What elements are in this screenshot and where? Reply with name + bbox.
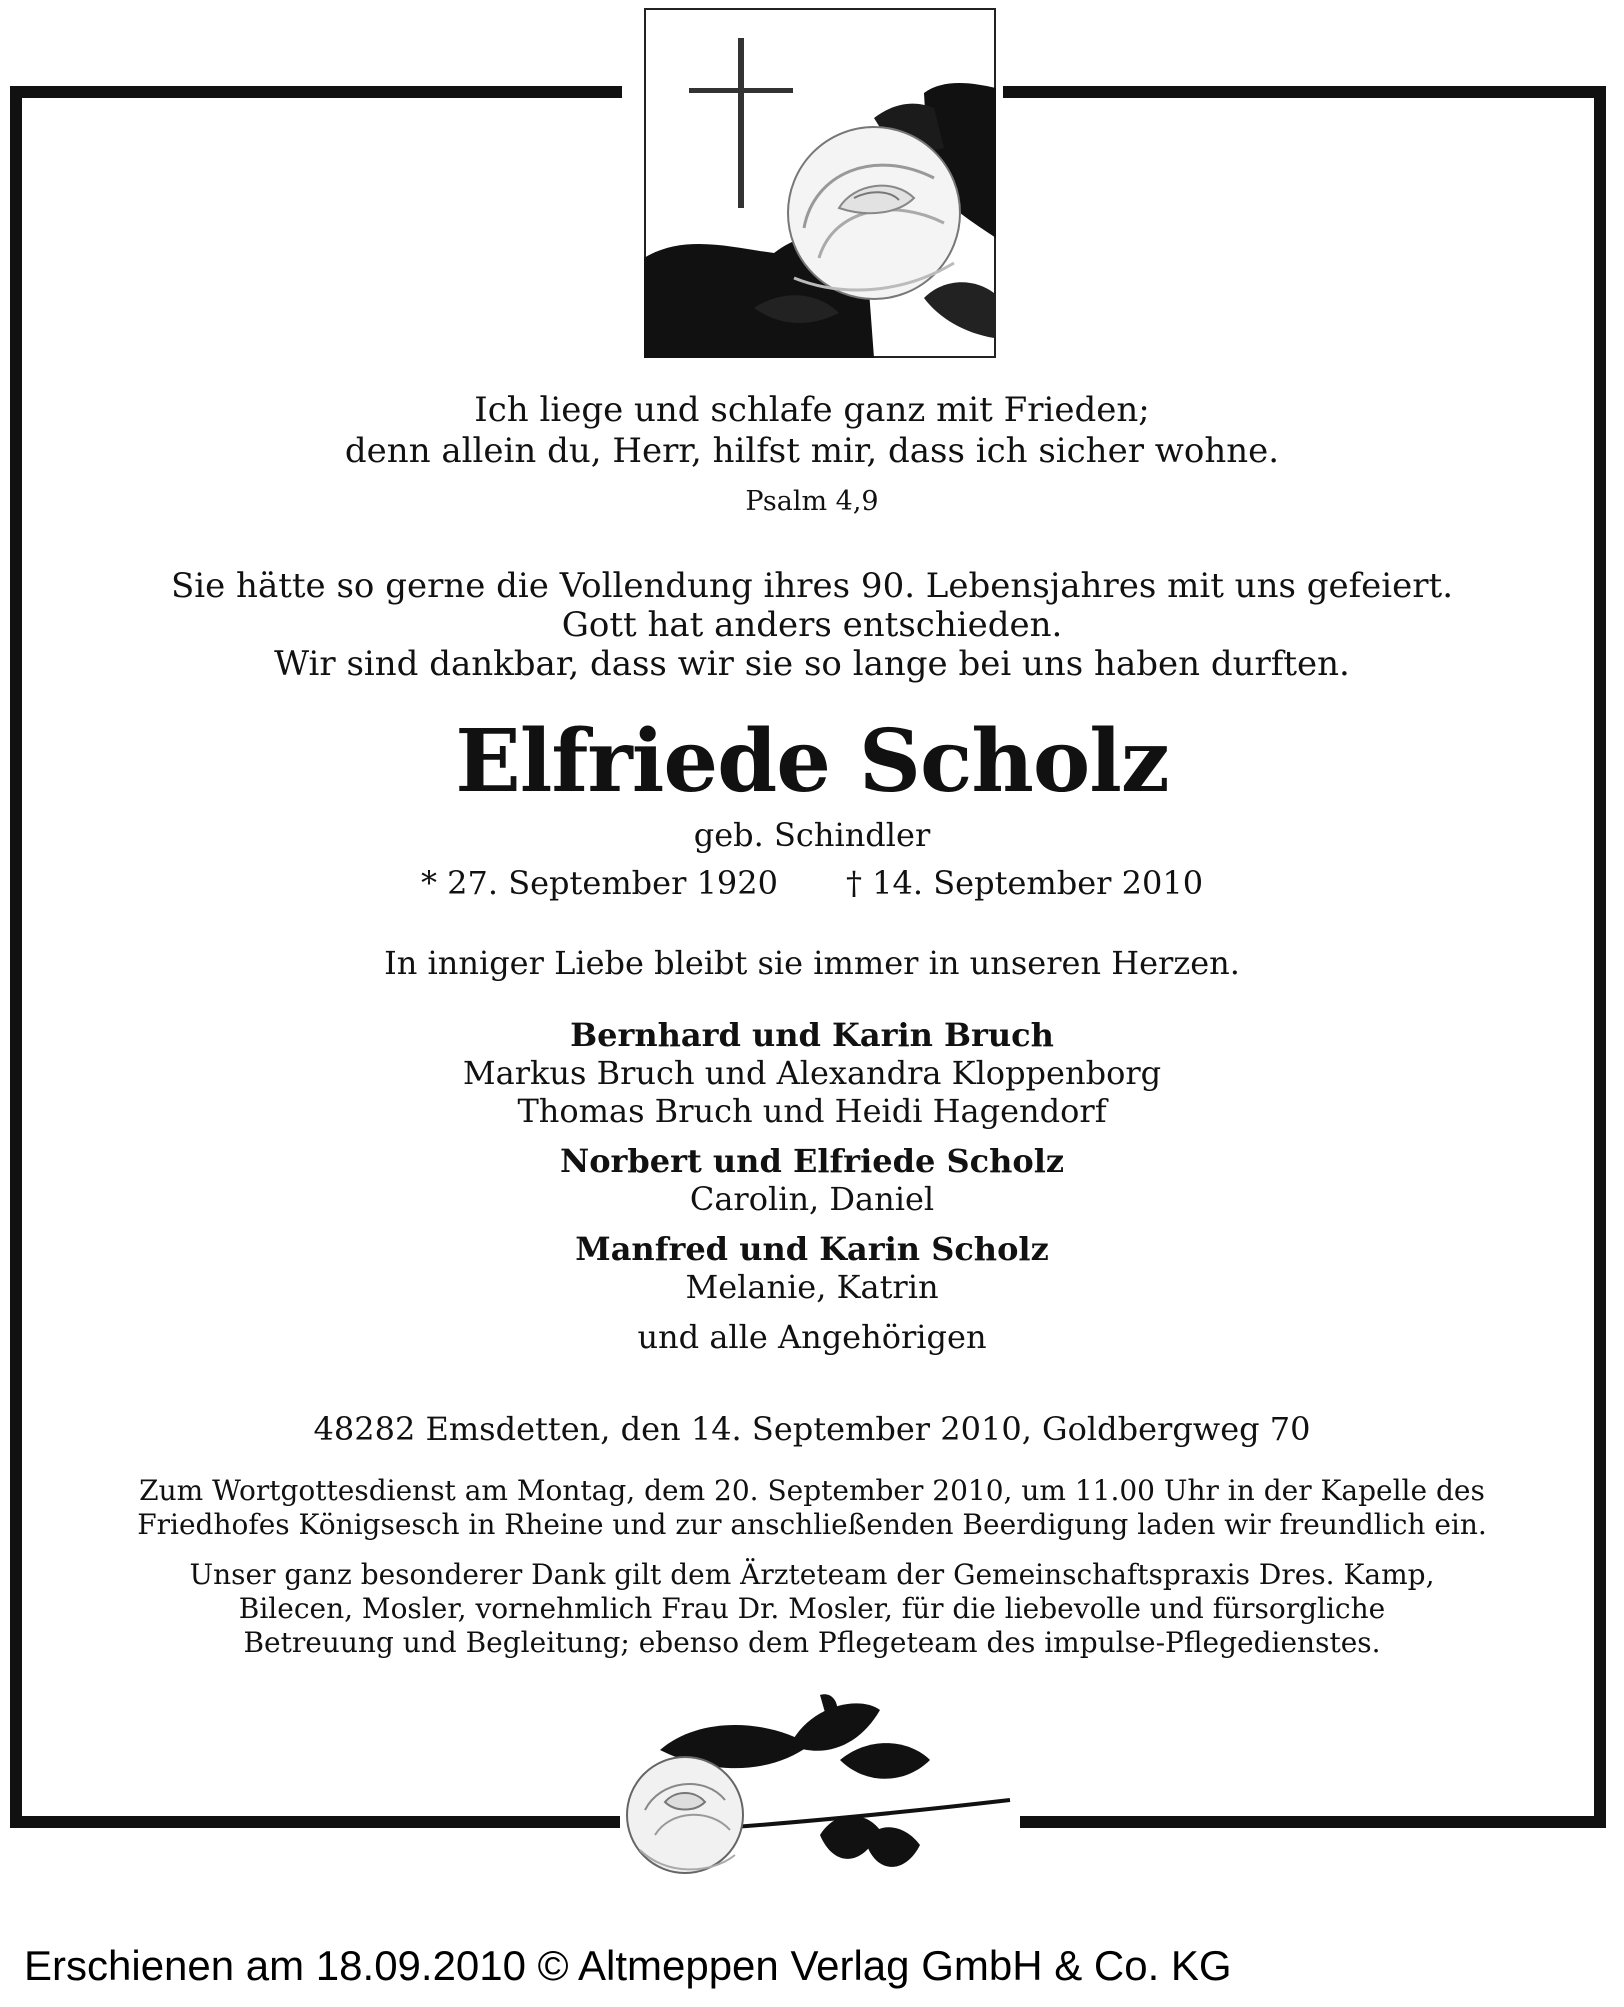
deceased-name: Elfriede Scholz	[455, 711, 1169, 812]
all-relatives: und alle Angehörigen	[637, 1318, 987, 1356]
life-dates	[40, 864, 1584, 902]
cross-and-rose-icon	[644, 8, 996, 358]
death-date: † 14. September 2010	[846, 864, 1204, 902]
service-line-1: Zum Wortgottesdienst am Montag, dem 20. September 2010, um 11.00 Uhr in der Kapelle des	[139, 1474, 1485, 1507]
family-head: Manfred und Karin Scholz	[575, 1230, 1049, 1268]
family-head: Norbert und Elfriede Scholz	[559, 1142, 1065, 1180]
psalm-reference: Psalm 4,9	[745, 486, 879, 517]
intro-line-2: Gott hat anders entschieden.	[561, 605, 1063, 645]
obituary-content	[40, 390, 1584, 1660]
birth-date: * 27. September 1920	[420, 864, 778, 902]
family-group	[40, 1230, 1584, 1306]
service-line-2: Friedhofes Königsesch in Rheine und zur anschließenden Beerdigung laden wir freundlich ein.	[137, 1508, 1487, 1541]
intro-line-1: Sie hätte so gerne die Vollendung ihres 90. Lebensjahres mit uns gefeiert.	[170, 566, 1454, 606]
intro-line-3: Wir sind dankbar, dass wir sie so lange bei uns haben durften.	[274, 644, 1350, 684]
motto-line-2: denn allein du, Herr, hilfst mir, dass ich sicher wohne.	[344, 431, 1280, 471]
frame-bottom-left-rule	[10, 1816, 622, 1828]
thanks-line-2: Bilecen, Mosler, vornehmlich Frau Dr. Mosler, für die liebevolle und fürsorgliche	[238, 1592, 1386, 1625]
family-head: Bernhard und Karin Bruch	[570, 1016, 1054, 1054]
love-line: In inniger Liebe bleibt sie immer in unseren Herzen.	[384, 944, 1240, 982]
motto-line-1: Ich liege und schlafe ganz mit Frieden;	[474, 390, 1150, 430]
family-member: Thomas Bruch und Heidi Hagendorf	[517, 1092, 1107, 1130]
birth-name: geb. Schindler	[693, 816, 931, 854]
frame-top-right-rule	[1003, 86, 1606, 98]
family-member: Carolin, Daniel	[689, 1180, 935, 1218]
family-list	[40, 1016, 1584, 1306]
frame-top-left-rule	[10, 86, 622, 98]
thanks-line-3: Betreuung und Begleitung; ebenso dem Pflegeteam des impulse-Pflegedienstes.	[243, 1626, 1381, 1659]
family-group	[40, 1142, 1584, 1218]
frame-left-rule	[10, 86, 22, 1828]
family-member: Melanie, Katrin	[685, 1268, 939, 1306]
frame-bottom-right-rule	[1003, 1816, 1606, 1828]
publication-footer: Erschienen am 18.09.2010 © Altmeppen Verlag GmbH & Co. KG	[24, 1942, 1232, 1989]
frame-right-rule	[1594, 86, 1606, 1828]
family-member: Markus Bruch und Alexandra Kloppenborg	[462, 1054, 1162, 1092]
address-line: 48282 Emsdetten, den 14. September 2010, Goldbergweg 70	[313, 1410, 1311, 1448]
thanks-line-1: Unser ganz besonderer Dank gilt dem Ärzteteam der Gemeinschaftspraxis Dres. Kamp,	[189, 1558, 1435, 1591]
family-group	[40, 1016, 1584, 1130]
rose-icon	[620, 1690, 1020, 1885]
